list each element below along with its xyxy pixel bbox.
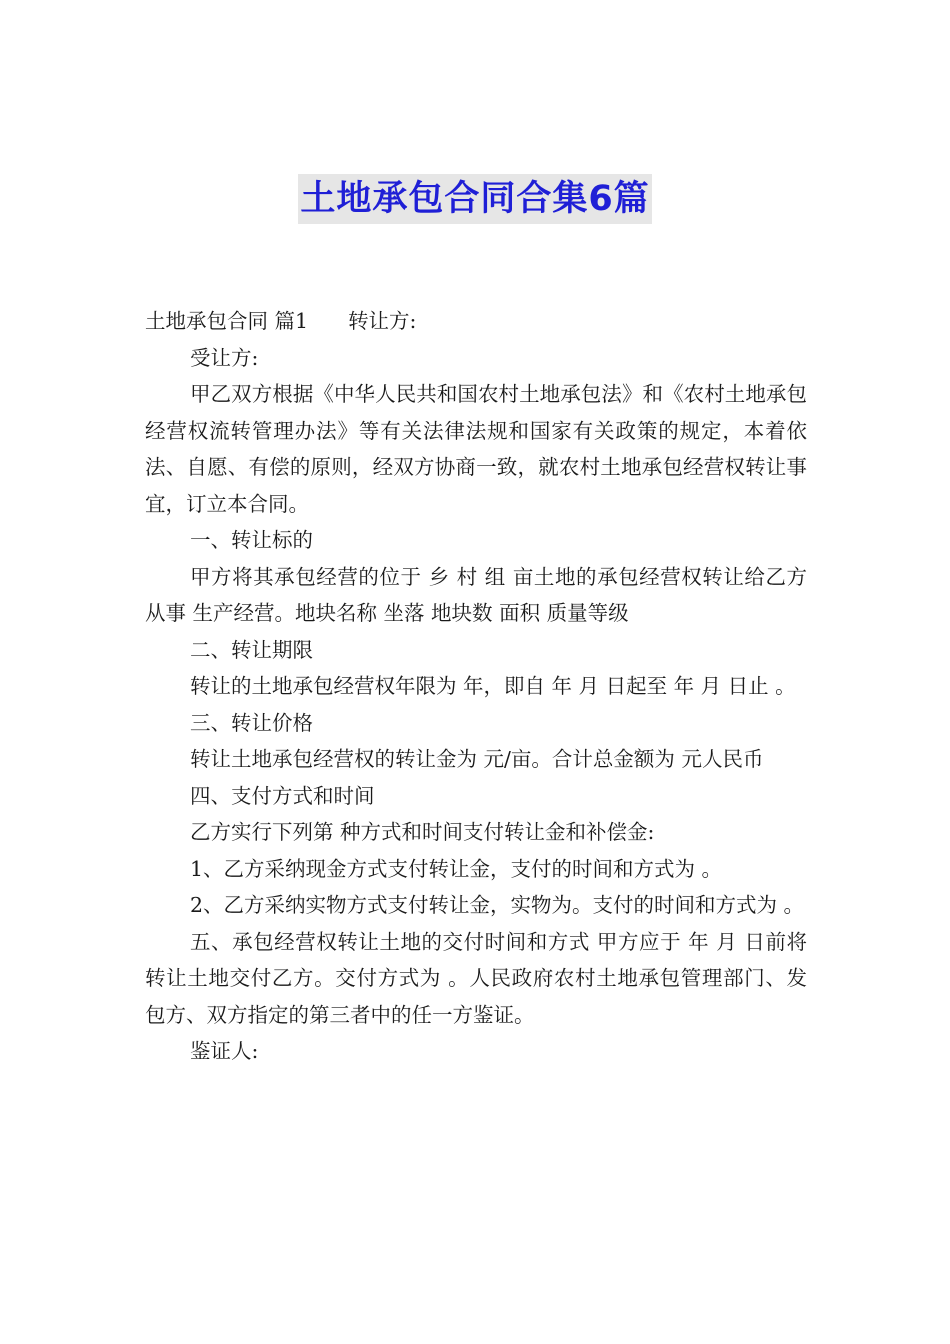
transferor-label: 转让方: bbox=[348, 309, 417, 333]
paragraph-section-3: 转让土地承包经营权的转让金为 元/亩。合计总金额为 元人民币 bbox=[190, 747, 764, 771]
paragraph-option-1: 1、乙方采纳现金方式支付转让金，支付的时间和方式为 。 bbox=[190, 856, 723, 881]
section-heading-4: 四、支付方式和时间 bbox=[190, 783, 375, 808]
paragraph-section-4: 乙方实行下列第 种方式和时间支付转让金和补偿金: bbox=[190, 820, 655, 844]
title-area bbox=[0, 174, 950, 224]
section-heading-3: 三、转让价格 bbox=[190, 710, 313, 735]
section-heading-2: 二、转让期限 bbox=[190, 637, 313, 662]
paragraph-section-2: 转让的土地承包经营权年限为 年，即自 年 月 日起至 年 月 日止 。 bbox=[190, 674, 796, 698]
paragraph-section-1: 甲方将其承包经营的位于 乡 村 组 亩土地的承包经营权转让给乙方从事 生产经营。地块名称 坐落 地块数 面积 质量等级 bbox=[145, 564, 807, 625]
paragraph-transferee: 受让方: bbox=[190, 345, 259, 370]
paragraph-section-5: 五、承包经营权转让土地的交付时间和方式 甲方应于 年 月 日前将转让土地交付乙方。交付方式为 。人民政府农村土地承包管理部门、发包方、双方指定的第三者中的任一方鉴证。 bbox=[145, 929, 807, 1027]
paragraph-witness: 鉴证人: bbox=[190, 1039, 259, 1063]
document-title: 土地承包合同合集6篇 bbox=[298, 174, 651, 224]
paragraph-preamble: 甲乙双方根据《中华人民共和国农村土地承包法》和《农村土地承包经营权流转管理办法》等有关法律法规和国家有关政策的规定，本着依法、自愿、有偿的原则，经双方协商一致，就农村土地承包经营权转让事宜，订立本合同。 bbox=[145, 382, 807, 516]
contract-heading: 土地承包合同 篇1 bbox=[145, 309, 309, 333]
section-heading-1: 一、转让标的 bbox=[190, 528, 313, 552]
first-line bbox=[145, 303, 807, 340]
paragraph-option-2: 2、乙方采纳实物方式支付转让金，实物为。支付的时间和方式为 。 bbox=[190, 893, 805, 917]
document-body bbox=[145, 303, 807, 1070]
